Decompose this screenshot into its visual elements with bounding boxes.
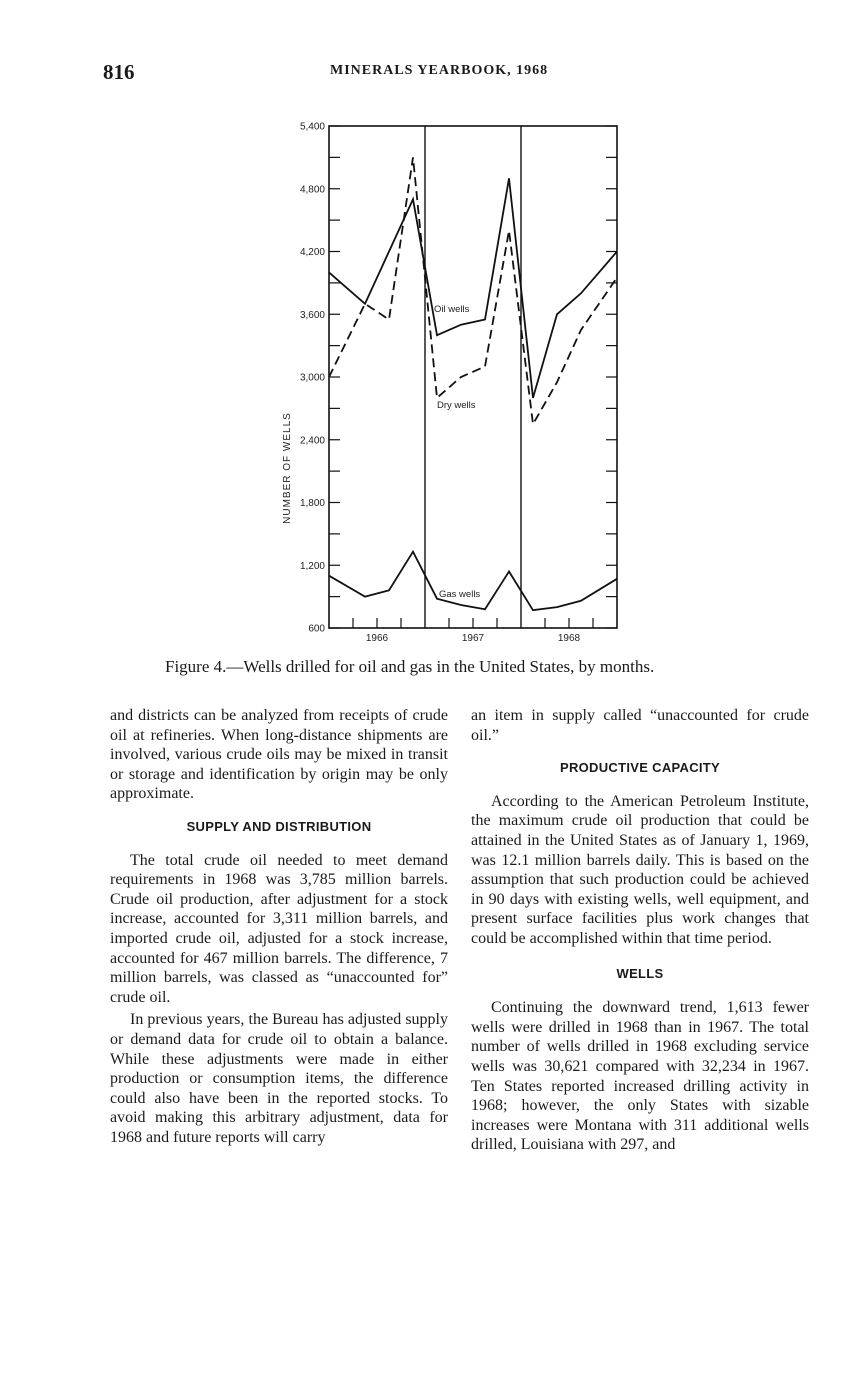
x-period-label: 1966 — [365, 633, 389, 644]
x-period-label: 1968 — [557, 633, 581, 644]
section-heading-capacity: PRODUCTIVE CAPACITY — [559, 760, 721, 776]
x-period-label: 1967 — [461, 633, 485, 644]
wells-chart — [270, 110, 630, 650]
right-column — [471, 706, 809, 1155]
figure-caption: Figure 4.—Wells drilled for oil and gas in the United States, by months. — [165, 657, 655, 676]
section-heading-supply: SUPPLY AND DISTRIBUTION — [186, 818, 372, 834]
paragraph: an item in supply called “unaccounted for crude oil.” — [471, 707, 809, 744]
y-tick-label: 1,800 — [299, 498, 325, 509]
series-label-oil-wells: Oil wells — [434, 304, 470, 315]
paragraph: The total crude oil needed to meet demand requirements in 1968 was 3,785 million barrels. Crude oil production, after adjustment for a stock increase, accounted for 3,311 million barrels, and imported crude oil, adjusted for a stock increase, accounted for 467 million barrels. The difference, 7 million barrels, was classed as “unaccounted for” crude oil. — [110, 851, 448, 1006]
gas-wells-line — [329, 552, 617, 611]
oil-wells-line — [329, 178, 617, 398]
plot-frame — [329, 126, 617, 628]
y-tick-label: 1,200 — [299, 560, 325, 572]
left-column — [110, 706, 448, 1147]
running-title: MINERALS YEARBOOK, 1968 — [330, 63, 549, 78]
y-axis-label: NUMBER OF WELLS — [282, 412, 293, 524]
paragraph: Continuing the downward trend, 1,613 fewer wells were drilled in 1968 than in 1967. The total number of wells drilled in 1968 excluding service wells was 30,621 compared with 32,234 in 1967. Ten States reported increased drilling activity in 1968; however, the only States with sizable increases were Montana with 311 additional wells drilled, Louisiana with 297, and — [471, 999, 809, 1154]
y-tick-label: 3,600 — [299, 309, 325, 321]
y-tick-label: 2,400 — [299, 435, 325, 447]
paragraph: According to the American Petroleum Institute, the maximum crude oil production that could be attained in the United States as of January 1, 1969, was 12.1 million barrels daily. This is based on the assumption that such production could be achieved in 90 days with existing wells, well equipment, and present surface facilities plus work changes that could be accomplished within that time period. — [471, 792, 809, 947]
y-tick-label: 4,800 — [299, 184, 325, 196]
paragraph: and districts can be analyzed from receipts of crude oil at refineries. When long-distance shipments are involved, various crude oils may be mixed in transit or storage and identification by origin may be only approximate. — [110, 707, 448, 803]
y-tick-label: 3,000 — [299, 372, 325, 384]
section-heading-wells: WELLS — [616, 965, 664, 981]
y-tick-label: 5,400 — [299, 121, 325, 133]
page-number: 816 — [103, 60, 135, 84]
dry-wells-line — [329, 157, 617, 424]
y-tick-label: 4,200 — [299, 247, 325, 258]
series-label-dry-wells: Dry wells — [437, 400, 476, 411]
y-tick-label: 600 — [308, 623, 325, 635]
paragraph: In previous years, the Bureau has adjusted supply or demand data for crude oil to obtain a balance. While these adjustments were made in either production or consumption items, the difference could also have been in the reported stocks. To avoid making this arbitrary adjustment, data for 1968 and future reports will carry — [110, 1011, 448, 1146]
series-label-gas-wells: Gas wells — [439, 589, 481, 600]
